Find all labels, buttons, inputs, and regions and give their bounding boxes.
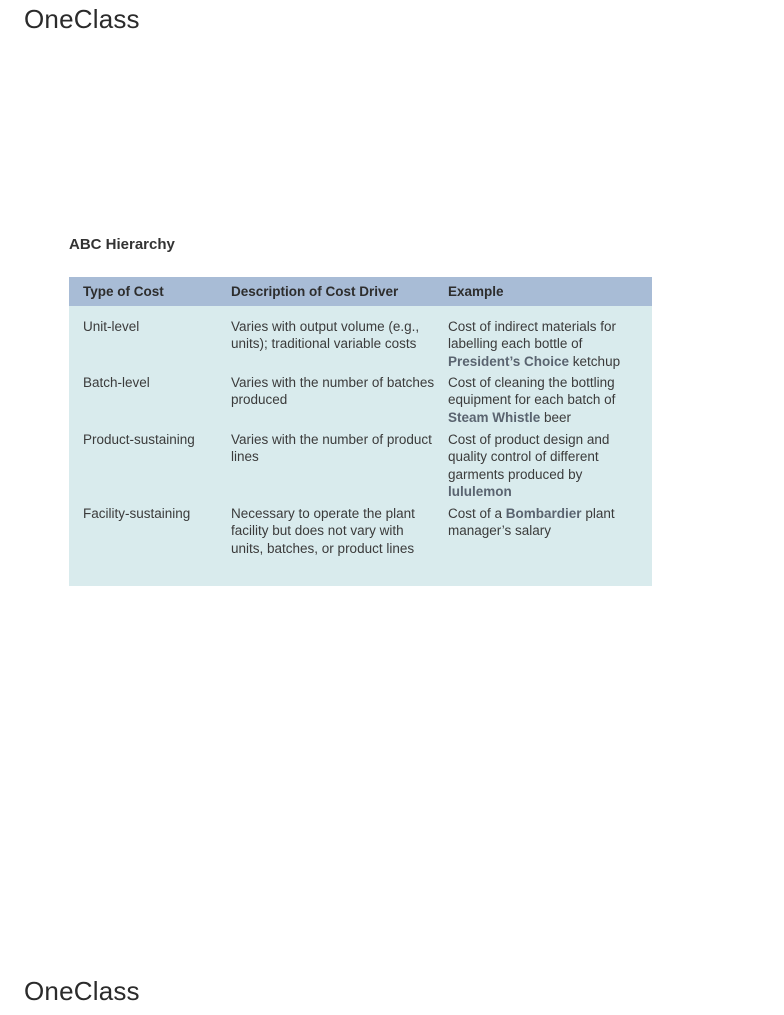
cost-example: [448, 505, 646, 540]
example-brand: President’s Choice: [448, 353, 570, 369]
example-text-end: ketchup: [569, 353, 621, 369]
cost-type: Facility-sustaining: [83, 506, 191, 521]
cost-example: [448, 318, 646, 370]
section-title: ABC Hierarchy: [69, 236, 175, 253]
cost-driver: Varies with the number of product lines: [231, 432, 432, 465]
header-description: Description of Cost Driver: [231, 284, 399, 299]
logo-text: OneClass: [24, 976, 140, 1006]
cost-type: Product-sustaining: [83, 432, 195, 447]
cost-driver: Necessary to operate the plant facility but does not vary with units, batches, or product lines: [231, 506, 415, 556]
oneclass-logo-top: [24, 4, 140, 35]
abc-hierarchy-table: [69, 277, 652, 586]
example-text: Cost of indirect materials for labelling each bottle of: [448, 319, 617, 352]
header-type-of-cost: Type of Cost: [83, 284, 164, 299]
cost-example: [448, 431, 646, 500]
example-text: Cost of cleaning the bottling equipment for each batch of: [448, 375, 616, 408]
example-brand: Bombardier: [505, 506, 582, 521]
example-text-end: plant manager’s salary: [448, 506, 615, 539]
cost-driver: Varies with the number of batches produced: [231, 375, 435, 408]
example-text-end: beer: [540, 409, 572, 425]
example-brand: Steam Whistle: [448, 409, 541, 425]
cost-type: Batch-level: [83, 375, 150, 390]
header-example: Example: [448, 284, 504, 299]
cost-driver: Varies with output volume (e.g., units); traditional variable costs: [231, 319, 420, 352]
example-brand: lululemon: [448, 483, 512, 499]
cost-example: [448, 374, 646, 426]
logo-text: OneClass: [24, 4, 140, 34]
table-header: [69, 277, 652, 306]
example-text: Cost of a: [448, 506, 506, 521]
example-text: Cost of product design and quality control of different garments produced by: [448, 432, 610, 482]
oneclass-logo-bottom: [24, 976, 140, 1007]
cost-type: Unit-level: [83, 319, 140, 334]
